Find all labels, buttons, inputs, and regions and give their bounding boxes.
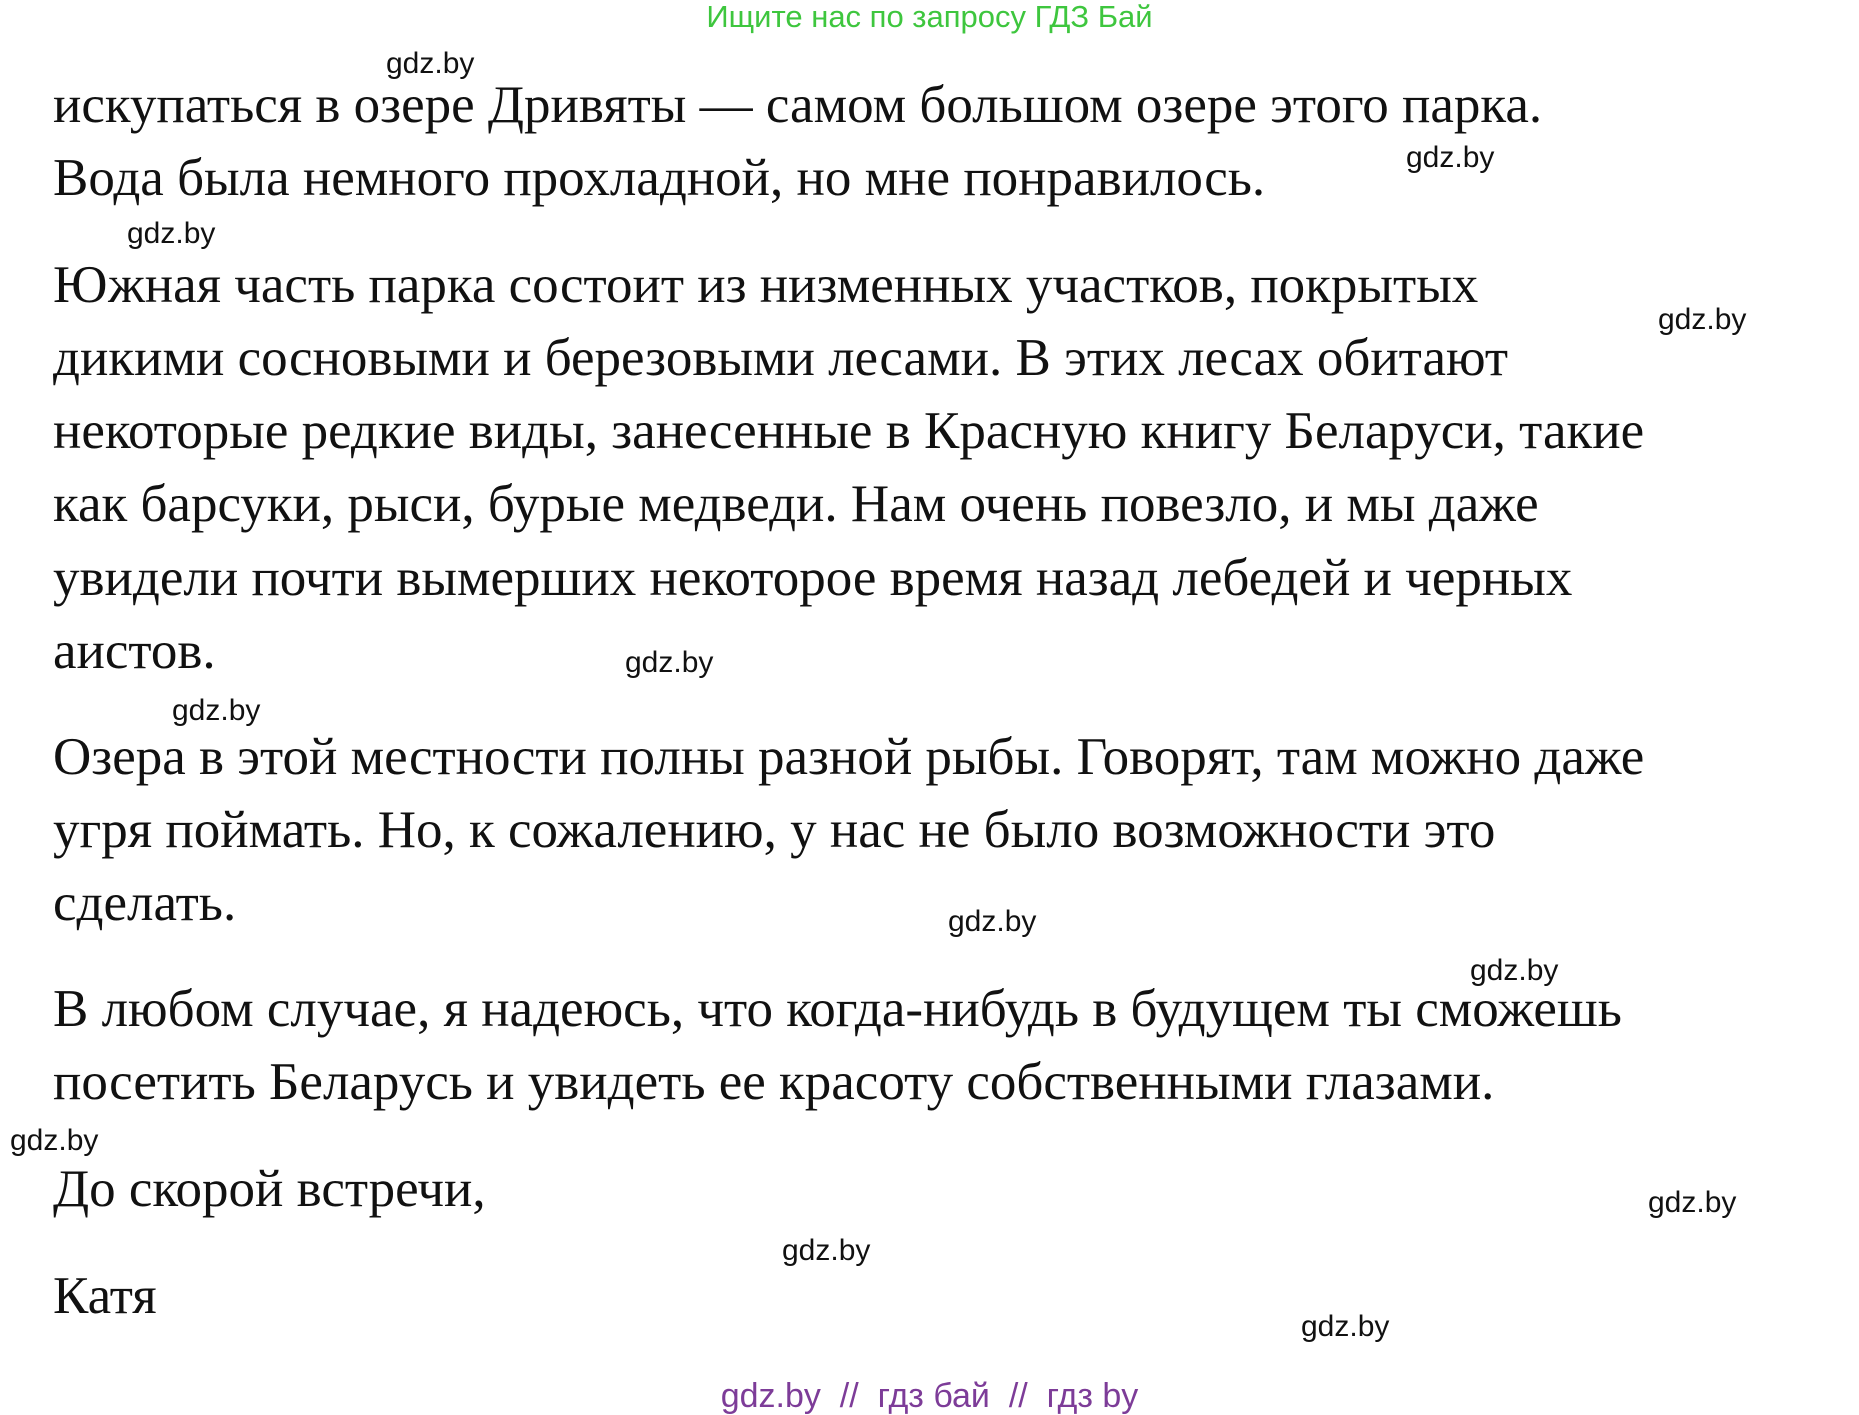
paragraph-line: угря поймать. Но, к сожалению, у нас не было возможности это [53, 801, 1496, 859]
header-banner: Ищите нас по запросу ГДЗ Бай [706, 0, 1153, 34]
watermark: gdz.by [1301, 1310, 1390, 1343]
paragraph-line: посетить Беларусь и увидеть ее красоту собственными глазами. [53, 1053, 1495, 1111]
watermark: gdz.by [1648, 1186, 1737, 1219]
paragraph-line: дикими сосновыми и березовыми лесами. В этих лесах обитают [53, 329, 1509, 387]
watermark: gdz.by [1658, 303, 1747, 336]
paragraph-line: как барсуки, рыси, бурые медведи. Нам очень повезло, и мы даже [53, 475, 1539, 533]
paragraph-line: искупаться в озере Дривяты — самом большом озере этого парка. [53, 76, 1543, 134]
watermark: gdz.by [1406, 141, 1495, 174]
paragraph-line: некоторые редкие виды, занесенные в Красную книгу Беларуси, такие [53, 402, 1645, 460]
watermark: gdz.by [386, 47, 475, 80]
paragraph-line: Южная часть парка состоит из низменных участков, покрытых [53, 256, 1479, 314]
paragraph-line: В любом случае, я надеюсь, что когда-нибудь в будущем ты сможешь [53, 980, 1622, 1038]
paragraph-line: сделать. [53, 874, 237, 932]
watermark: gdz.by [625, 646, 714, 679]
watermark: gdz.by [782, 1234, 871, 1267]
paragraph-line: увидели почти вымерших некоторое время назад лебедей и черных [53, 549, 1573, 607]
paragraph-line: Вода была немного прохладной, но мне понравилось. [53, 149, 1266, 207]
paragraph-line: Озера в этой местности полны разной рыбы. Говорят, там можно даже [53, 728, 1645, 786]
signature: Катя [53, 1267, 157, 1325]
watermark: gdz.by [1470, 954, 1559, 987]
watermark: gdz.by [948, 905, 1037, 938]
paragraph-line: аистов. [53, 622, 216, 680]
watermark: gdz.by [127, 217, 216, 250]
closing-line: До скорой встречи, [53, 1160, 486, 1218]
watermark: gdz.by [10, 1124, 99, 1157]
watermark: gdz.by [172, 694, 261, 727]
footer-banner: gdz.by // гдз бай // гдз by [720, 1377, 1139, 1415]
